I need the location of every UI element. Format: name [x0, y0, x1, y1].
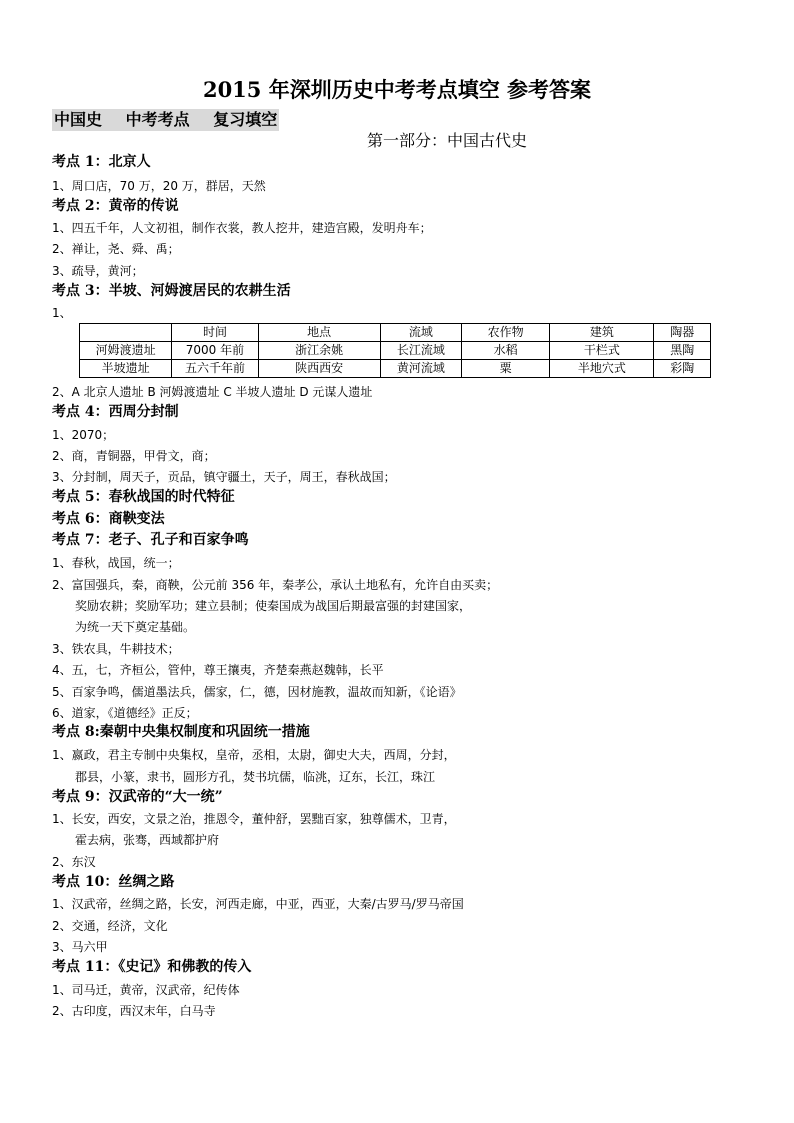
table-cell: 半地穴式	[550, 360, 654, 378]
answer-line: 2、A 北京人遗址 B 河姆渡遗址 C 半坡人遗址 D 元谋人遗址	[52, 385, 373, 399]
topic-heading: 考点 1：北京人	[52, 154, 151, 170]
table-cell: 半坡遗址	[80, 360, 172, 378]
topic-heading: 考点 3：半坡、河姆渡居民的农耕生活	[52, 283, 291, 299]
answer-line: 1、	[52, 306, 72, 320]
subheading-review-fill: 复习填空	[213, 110, 278, 129]
answer-line: 1、汉武帝，丝绸之路，长安，河西走廊，中亚，西亚，大秦/古罗马/罗马帝国	[52, 897, 464, 911]
answer-line: 3、疏导，黄河；	[52, 264, 144, 278]
answer-line: 3、马六甲	[52, 940, 108, 954]
answer-line: 4、五，七，齐桓公，管仲，尊王攘夷，齐楚秦燕赵魏韩，长平	[52, 663, 384, 677]
table-cell: 农作物	[462, 324, 550, 342]
table-cell: 长江流域	[380, 342, 461, 360]
answer-line: 霍去病，张骞，西域都护府	[75, 833, 220, 847]
table-cell: 黑陶	[654, 342, 711, 360]
answer-line: 1、2070；	[52, 428, 115, 442]
table-cell: 时间	[172, 324, 258, 342]
answer-line: 郡县，小篆，隶书，圆形方孔，焚书坑儒，临洮，辽东，长江，珠江	[75, 770, 436, 784]
table-header-row	[80, 324, 711, 342]
answer-line: 为统一天下奠定基础。	[75, 620, 196, 634]
answer-line: 2、禅让，尧、舜、禹；	[52, 242, 180, 256]
table-cell: 陕西西安	[258, 360, 380, 378]
table-cell: 地点	[258, 324, 380, 342]
table-cell: 7000 年前	[172, 342, 258, 360]
answer-line: 3、分封制，周天子，贡品，镇守疆土，天子，周王，春秋战国；	[52, 470, 396, 484]
table-cell: 黄河流域	[380, 360, 461, 378]
table-cell: 流域	[380, 324, 461, 342]
answer-line: 1、嬴政，君主专制中央集权，皇帝，丞相，太尉，御史大夫，西周，分封，	[52, 748, 456, 762]
answer-line: 1、司马迁，黄帝，汉武帝，纪传体	[52, 983, 240, 997]
answer-line: 1、春秋，战国，统一；	[52, 556, 180, 570]
table-cell	[80, 324, 172, 342]
topic-heading: 考点 11：《史记》和佛教的传入	[52, 959, 252, 975]
answer-line: 2、东汉	[52, 855, 96, 869]
document-title: 2015 年深圳历史中考考点填空 参考答案	[202, 77, 592, 102]
table-cell: 干栏式	[550, 342, 654, 360]
neolithic-sites-table	[79, 323, 711, 378]
answer-line: 1、四五千年，人文初祖，制作衣裳，教人挖井，建造宫殿，发明舟车；	[52, 221, 432, 235]
topic-heading: 考点 5：春秋战国的时代特征	[52, 489, 235, 505]
topic-heading: 考点 4：西周分封制	[52, 404, 179, 420]
topic-heading: 考点 10：丝绸之路	[52, 874, 175, 890]
topic-heading: 考点 7：老子、孔子和百家争鸣	[52, 532, 249, 548]
topic-heading: 考点 9：汉武帝的“大一统”	[52, 789, 223, 805]
answer-line: 2、富国强兵，秦，商鞅，公元前 356 年，秦孝公，承认土地私有，允许自由买卖；	[52, 578, 499, 592]
answer-line: 6、道家，《道德经》正反；	[52, 706, 198, 720]
answer-line: 1、长安，西安，文景之治，推恩令，董仲舒，罢黜百家，独尊儒术，卫青，	[52, 812, 456, 826]
table-cell: 五六千年前	[172, 360, 258, 378]
topic-heading: 考点 8:秦朝中央集权制度和巩固统一措施	[52, 724, 310, 740]
table-cell: 陶器	[654, 324, 711, 342]
table-cell: 彩陶	[654, 360, 711, 378]
topic-heading: 考点 2：黄帝的传说	[52, 198, 179, 214]
table-cell: 粟	[462, 360, 550, 378]
subheading-exam-points: 中考考点	[125, 110, 190, 129]
table-cell: 建筑	[550, 324, 654, 342]
answer-line: 2、古印度，西汉末年，白马寺	[52, 1004, 216, 1018]
answer-line: 奖励农耕；奖励军功；建立县制；使秦国成为战国后期最富强的封建国家，	[75, 599, 472, 613]
subheading-china-history: 中国史	[54, 110, 103, 129]
part-title: 第一部分：中国古代史	[366, 131, 527, 150]
table-row	[80, 360, 711, 378]
topic-heading: 考点 6：商鞅变法	[52, 511, 165, 527]
answer-line: 2、交通，经济，文化	[52, 919, 168, 933]
answer-line: 2、商，青铜器，甲骨文，商；	[52, 449, 216, 463]
answer-line: 3、铁农具，牛耕技术；	[52, 642, 180, 656]
table-cell: 水稻	[462, 342, 550, 360]
table-cell: 河姆渡遗址	[80, 342, 172, 360]
answer-line: 5、百家争鸣，儒道墨法兵，儒家，仁，德，因材施教，温故而知新，《论语》	[52, 685, 462, 699]
answer-line: 1、周口店，70 万，20 万，群居，天然	[52, 179, 266, 193]
section-subheading	[52, 109, 279, 131]
table-row	[80, 342, 711, 360]
table-cell: 浙江余姚	[258, 342, 380, 360]
